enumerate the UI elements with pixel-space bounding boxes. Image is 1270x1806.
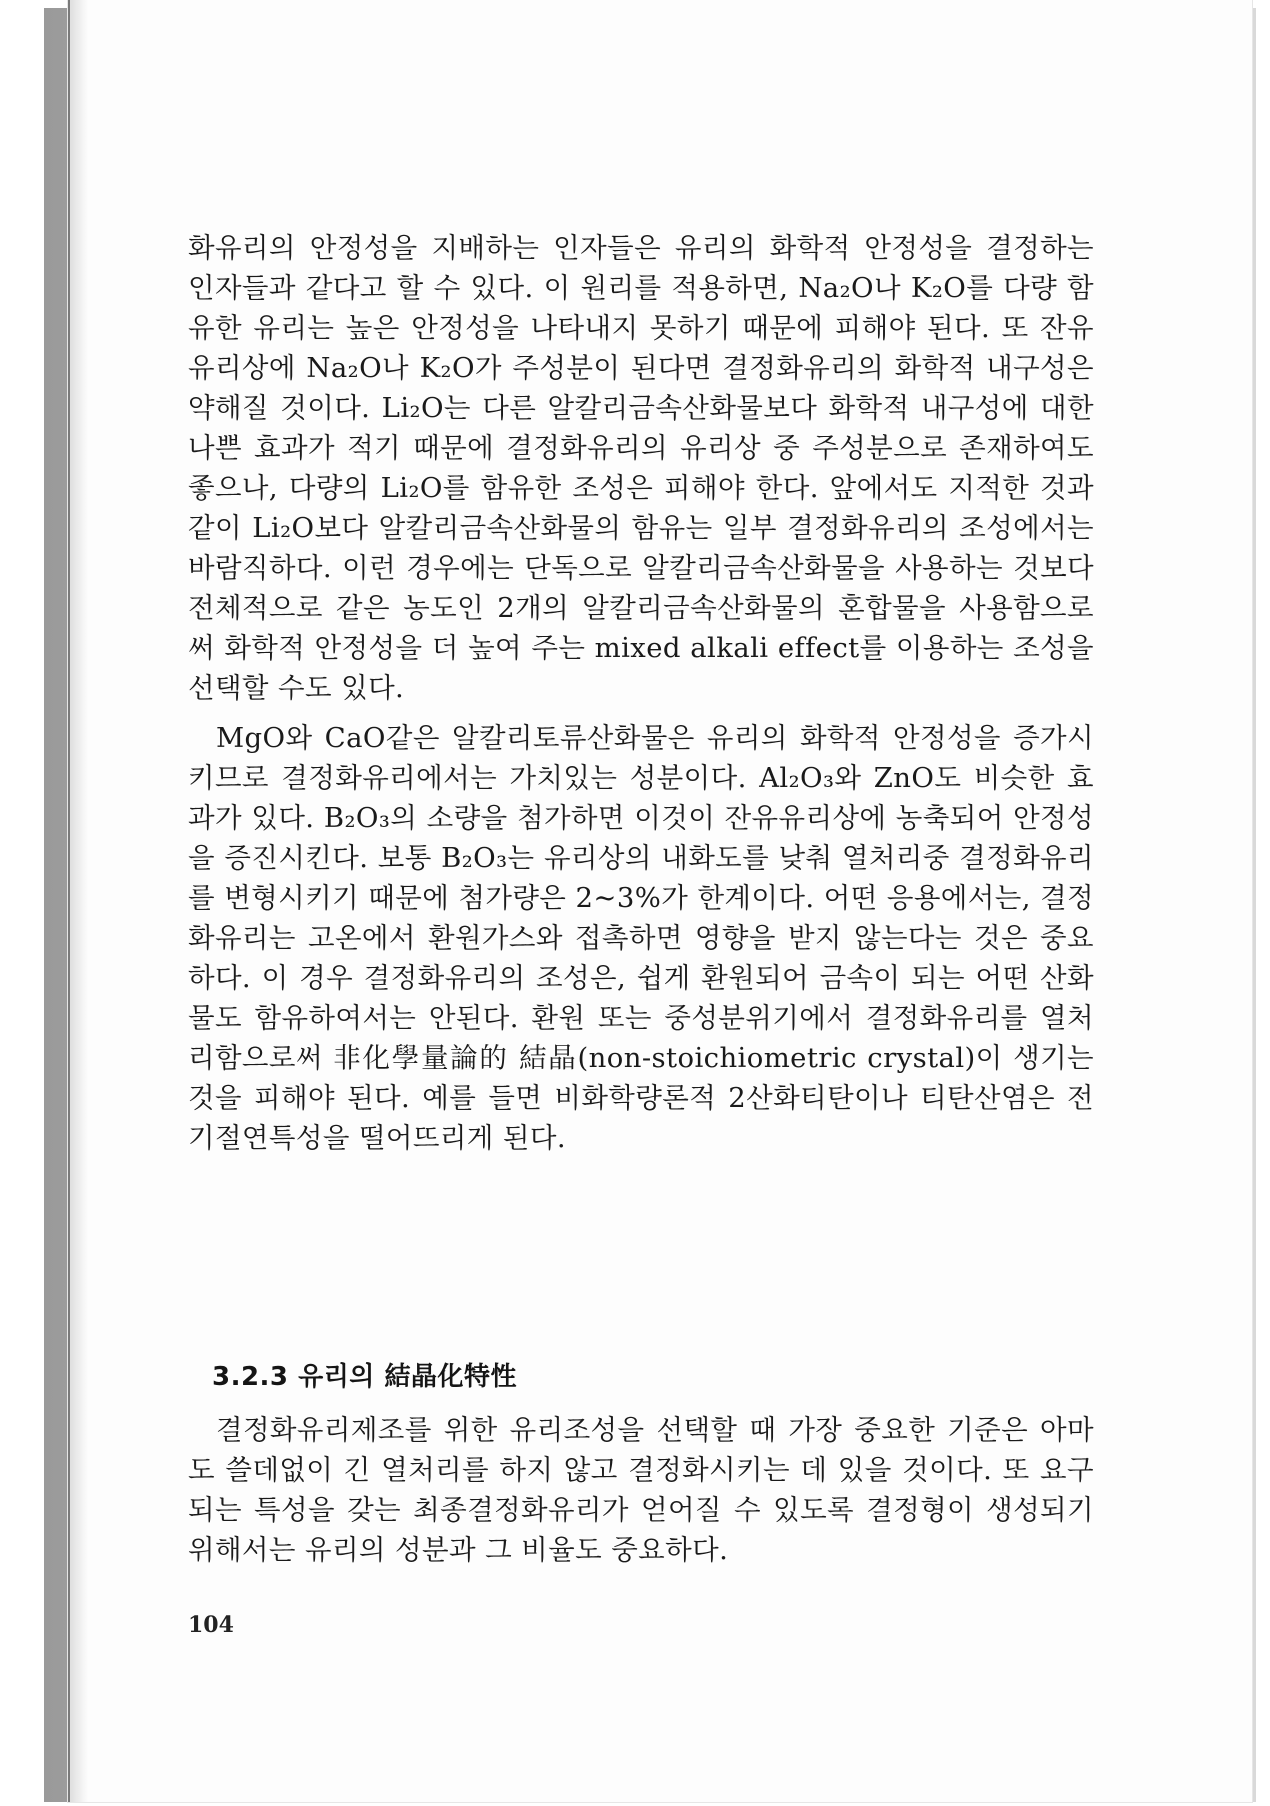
paragraph-1: 화유리의 안정성을 지배하는 인자들은 유리의 화학적 안정성을 결정하는 인자들과 같다고 할 수 있다. 이 원리를 적용하면, Na₂O나 K₂O를 다량 함유한 유리는 높은 안정성을 나타내지 못하기 때문에 피해야 된다. 또 잔유유리상에 Na₂O나 K₂O가 주성분이 된다면 결정화유리의 화학적 내구성은 약해질 것이다. Li₂O는 다른 알칼리금속산화물보다 화학적 내구성에 대한 나쁜 효과가 적기 때문에 결정화유리의 유리상 중 주성분으로 존재하여도 좋으나, 다량의 Li₂O를 함유한 조성은 피해야 한다. 앞에서도 지적한 것과 같이 Li₂O보다 알칼리금속산화물의 함유는 일부 결정화유리의 조성에서는 바람직하다. 이런 경우에는 단독으로 알칼리금속산화물을 사용하는 것보다 전체적으로 같은 농도인 2개의 알칼리금속산화물의 혼합물을 사용함으로써 화학적 안정성을 더 높여 주는 mixed alkali effect를 이용하는 조성을 선택할 수도 있다. <box>188 232 1094 704</box>
section-heading: 3.2.3 유리의 結晶化特性 <box>212 1362 517 1392</box>
paragraph-2: MgO와 CaO같은 알칼리토류산화물은 유리의 화학적 안정성을 증가시키므로 결정화유리에서는 가치있는 성분이다. Al₂O₃와 ZnO도 비슷한 효과가 있다. B₂O₃의 소량을 첨가하면 이것이 잔유유리상에 농축되어 안정성을 증진시킨다. 보통 B₂O₃는 유리상의 내화도를 낮춰 열처리중 결정화유리를 변형시키기 때문에 첨가량은 2∼3%가 한계이다. 어떤 응용에서는, 결정화유리는 고온에서 환원가스와 접촉하면 영향을 받지 않는다는 것은 중요하다. 이 경우 결정화유리의 조성은, 쉽게 환원되어 금속이 되는 어떤 산화물도 함유하여서는 안된다. 환원 또는 중성분위기에서 결정화유리를 열처리함으로써 非化學量論的 結晶(non-stoichiometric crystal)이 생기는 것을 피해야 된다. 예를 들면 비화학량론적 2산화티탄이나 티탄산염은 전기절연특성을 떨어뜨리게 된다. <box>188 722 1094 1154</box>
body-text-block <box>188 228 1094 1168</box>
page-spine-shadow <box>70 0 88 1802</box>
section-paragraph: 결정화유리제조를 위한 유리조성을 선택할 때 가장 중요한 기준은 아마도 쓸데없이 긴 열처리를 하지 않고 결정화시키는 데 있을 것이다. 또 요구되는 특성을 갖는 최종결정화유리가 얻어질 수 있도록 결정형이 생성되기 위해서는 유리의 성분과 그 비율도 중요하다. <box>188 1414 1094 1566</box>
page-number: 104 <box>188 1612 234 1638</box>
section-text-block <box>188 1410 1094 1580</box>
